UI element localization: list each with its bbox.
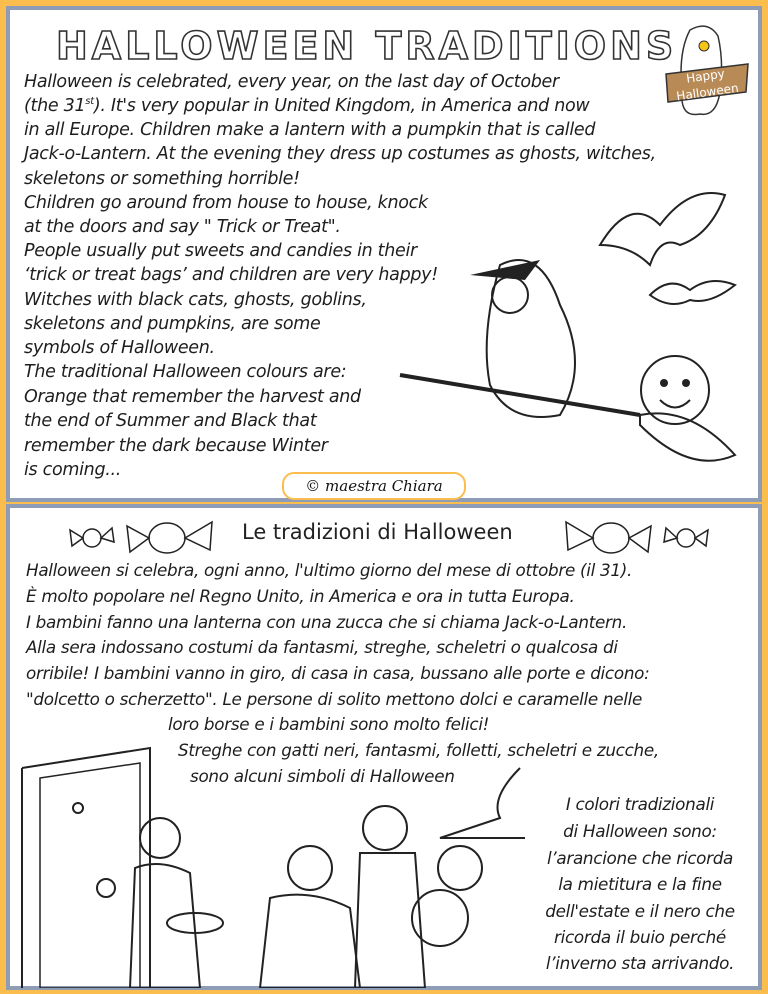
text-line: dell'estate e il nero che — [545, 901, 735, 921]
text-line: skeletons or something horrible! — [24, 169, 300, 189]
text-line: Streghe con gatti neri, fantasmi, folletti, scheletri e zucche, — [178, 740, 659, 760]
candy-icon — [62, 516, 222, 556]
text-line — [24, 96, 589, 116]
text-line: The traditional Halloween colours are: — [24, 362, 347, 382]
text-part: (the 31 — [24, 96, 86, 116]
text-line: di Halloween sono: — [563, 821, 717, 841]
text-line: sono alcuni simboli di Halloween — [190, 766, 455, 786]
text-line: l’inverno sta arrivando. — [545, 953, 735, 973]
text-line: la mietitura e la fine — [558, 874, 722, 894]
text-line: Jack-o-Lantern. At the evening they dress up costumes as ghosts, witches, — [24, 144, 656, 164]
witch-bats-pumpkin-illustration — [390, 185, 755, 495]
text-line: Orange that remember the harvest and — [24, 387, 361, 407]
ghost-sign-illustration — [660, 22, 752, 122]
text-line: skeletons and pumpkins, are some — [24, 314, 321, 334]
superscript: st — [85, 96, 94, 108]
text-line: symbols of Halloween. — [24, 338, 215, 358]
text-line: I bambini fanno una lanterna con una zucca che si chiama Jack-o-Lantern. — [26, 612, 628, 632]
text-line: is coming... — [24, 460, 122, 480]
italian-section — [6, 504, 762, 990]
text-line: ‘trick or treat bags’ and children are very happy! — [24, 265, 438, 285]
text-line: È molto popolare nel Regno Unito, in America e ora in tutta Europa. — [26, 586, 575, 606]
text-part: ). It's very popular in United Kingdom, in America and now — [93, 96, 590, 116]
text-line: at the doors and say " Trick or Treat". — [24, 217, 341, 237]
text-line: Halloween si celebra, ogni anno, l'ultimo giorno del mese di ottobre (il 31). — [26, 560, 633, 580]
text-line: I colori tradizionali — [565, 794, 715, 814]
text-line: in all Europe. Children make a lantern with a pumpkin that is called — [24, 120, 596, 140]
text-line: People usually put sweets and candies in their — [24, 241, 417, 261]
text-line: orribile! I bambini vanno in giro, di casa in casa, bussano alle porte e dicono: — [26, 663, 650, 683]
text-line: "dolcetto o scherzetto". Le persone di solito mettono dolci e caramelle nelle — [26, 689, 642, 709]
text-line: remember the dark because Winter — [24, 436, 328, 456]
copyright-badge: © maestra Chiara — [282, 472, 466, 500]
text-line: Children go around from house to house, knock — [24, 193, 428, 213]
candy-icon — [556, 516, 716, 556]
text-line: loro borse e i bambini sono molto felici! — [168, 714, 490, 734]
svg-text:Halloween: Halloween — [675, 80, 740, 104]
text-line: l’arancione che ricorda — [546, 848, 734, 868]
section-title: Le tradizioni di Halloween — [242, 520, 513, 544]
text-line: Witches with black cats, ghosts, goblins, — [24, 290, 367, 310]
text-line: the end of Summer and Black that — [24, 411, 317, 431]
page-title: HALLOWEEN TRADITIONS — [56, 24, 678, 68]
text-line: Halloween is celebrated, every year, on the last day of October — [24, 72, 559, 92]
english-section — [6, 6, 762, 502]
text-line: Alla sera indossano costumi da fantasmi, streghe, scheletri o qualcosa di — [26, 637, 618, 657]
svg-text:Happy: Happy — [685, 66, 726, 86]
text-line: ricorda il buio perché — [554, 927, 726, 947]
